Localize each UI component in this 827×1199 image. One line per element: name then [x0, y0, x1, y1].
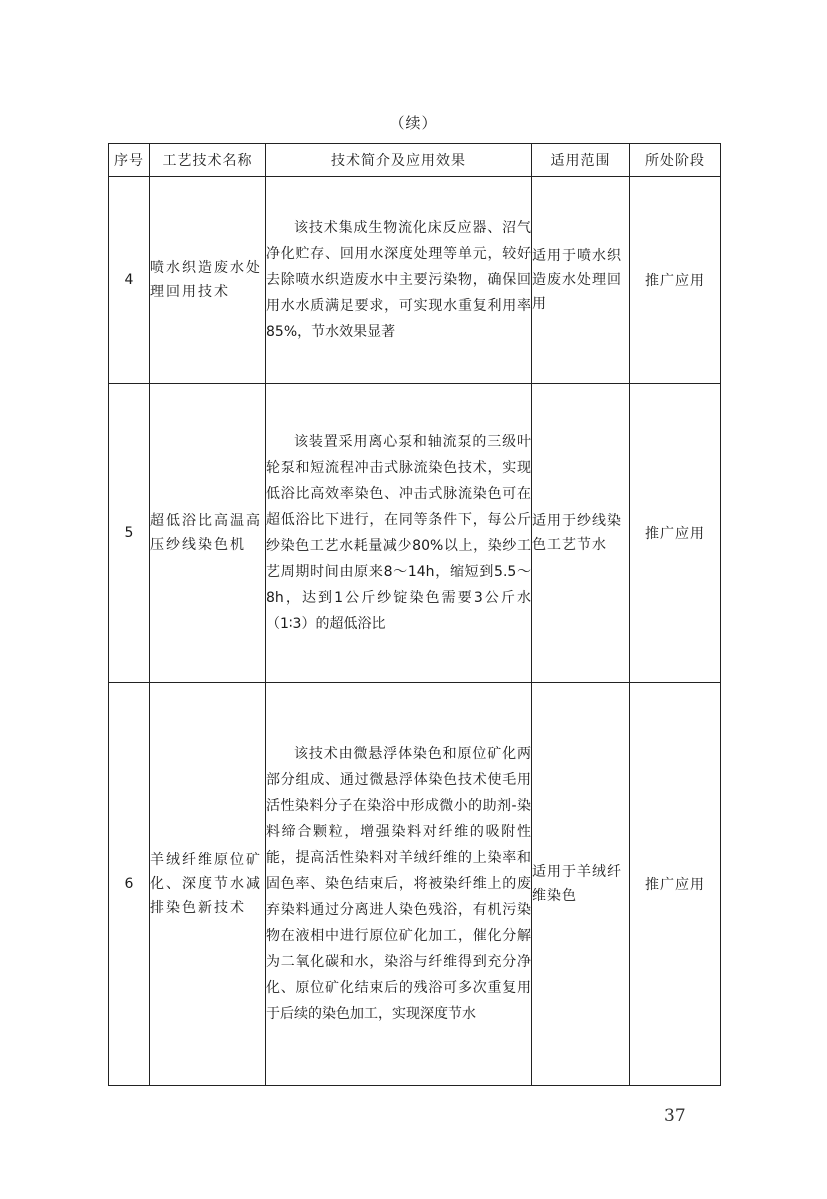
development-stage: 推广应用 — [630, 384, 721, 683]
technology-description: 该技术由微悬浮体染色和原位矿化两部分组成、通过微悬浮体染色技术使毛用活性染料分子在染浴中形成微小的助剂-染料缔合颗粒，增强染料对纤维的吸附性能，提高活性染料对羊绒纤维的上染率和固色率、染色结束后，将被染纤维上的废弃染料通过分离进人染色残浴，有机污染物在液相中进行原位矿化加工，催化分解为二氧化碳和水，染浴与纤维得到充分净化、原位矿化结束后的残浴可多次重复用于后续的染色加工，实现深度节水 — [266, 683, 532, 1086]
header-stage: 所处阶段 — [630, 144, 721, 177]
table-row — [109, 177, 721, 384]
table-header-row — [109, 144, 721, 177]
row-number: 5 — [109, 384, 150, 683]
development-stage: 推广应用 — [630, 683, 721, 1086]
page-number: 37 — [664, 1106, 686, 1126]
application-scope: 适用于羊绒纤维染色 — [532, 683, 630, 1086]
development-stage: 推广应用 — [630, 177, 721, 384]
header-desc: 技术简介及应用效果 — [266, 144, 532, 177]
header-name: 工艺技术名称 — [150, 144, 266, 177]
application-scope: 适用于喷水织造废水处理回用 — [532, 177, 630, 384]
row-number: 4 — [109, 177, 150, 384]
technology-name: 羊绒纤维原位矿化、深度节水减排染色新技术 — [150, 683, 266, 1086]
application-scope: 适用于纱线染色工艺节水 — [532, 384, 630, 683]
technology-description: 该装置采用离心泵和轴流泵的三级叶轮泵和短流程冲击式脉流染色技术，实现低浴比高效率染色、冲击式脉流染色可在超低浴比下进行，在同等条件下，每公斤纱染色工艺水耗量减少80%以上，染纱工艺周期时间由原来8～14h，缩短到5.5～8h，达到1公斤纱锭染色需要3公斤水（1∶3）的超低浴比 — [266, 384, 532, 683]
row-number: 6 — [109, 683, 150, 1086]
header-no: 序号 — [109, 144, 150, 177]
table-row — [109, 384, 721, 683]
technology-name: 喷水织造废水处理回用技术 — [150, 177, 266, 384]
technology-name: 超低浴比高温高压纱线染色机 — [150, 384, 266, 683]
table-row — [109, 683, 721, 1086]
header-scope: 适用范围 — [532, 144, 630, 177]
technology-table — [108, 143, 721, 1086]
table-caption: （续） — [389, 114, 438, 132]
technology-description: 该技术集成生物流化床反应器、沼气净化贮存、回用水深度处理等单元，较好去除喷水织造废水中主要污染物，确保回用水水质满足要求，可实现水重复利用率85%，节水效果显著 — [266, 177, 532, 384]
